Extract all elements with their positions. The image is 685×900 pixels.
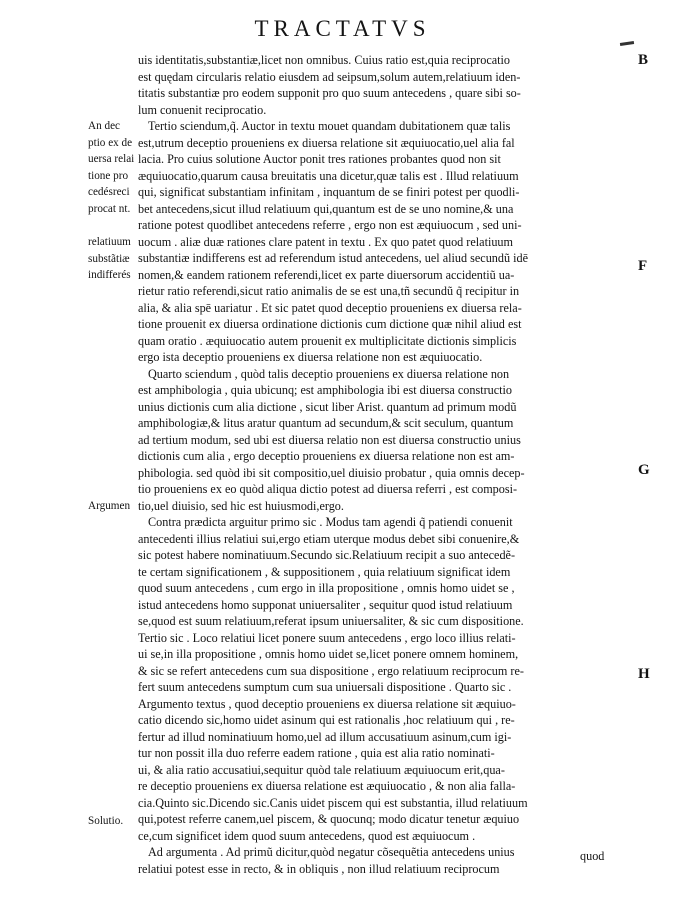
text-line: Argumento textus , quod deceptio proueniens ex diuersa relatione sit æquiuo- [138, 696, 516, 711]
text-line: ui, & alia ratio accusatiui,sequitur quòd tale relatiuum æquiuocum erit,qua- [138, 762, 505, 777]
side-letter-b: B [638, 52, 649, 68]
text-line: fertur ad illud nominatiuum homo,uel ad illum accusatiuum asinum,cum igi- [138, 729, 512, 744]
text-line: tio proueniens ex eo quòd aliqua dictio potest ad diuersa referri , est composi- [138, 482, 518, 496]
text-line: bet antecedens,sicut illud relatiuum qui,quantum est de se uno nomine,& una [138, 201, 514, 216]
text-line: qui, significat substantiam infinitam , inquantum de se finiri potest per quodli- [138, 185, 520, 199]
paragraph-reciprocatio [138, 52, 611, 118]
text-line: re deceptio proueniens ex diuersa relatione est æquiuocatio , & non alia falla- [138, 779, 516, 793]
text-line: est,utrum deceptio proueniens ex diuersa relatione sit æquiuocatio,uel alia fal [138, 135, 515, 150]
margin-note-line: indifferés [88, 269, 131, 281]
margin-note-line: An dec [88, 120, 120, 132]
text-line: æquiuocatio,quarum causa breuitatis una dicetur,quæ talis est . Illud relatiuum [138, 168, 519, 183]
text-line: sic potest habere nominatiuum.Secundo sic.Relatiuum recipit a suo antecedẽ- [138, 548, 516, 562]
text-line: catio dicendo sic,homo uidet asinum qui est rationalis ,hoc relatiuum qui , re- [138, 713, 515, 727]
text-line: alia, & alia spē uariatur . Et sic patet quod deceptio proueniens ex diuersa rela- [138, 300, 522, 315]
text-line: nomen,& eandem rationem referendi,licet ex parte diuersorum accidentiũ ua- [138, 267, 515, 282]
text-line: ratione potest quodlibet antecedens referre , ergo non est æquiuocum , sed uni- [138, 218, 522, 232]
running-title: TRACTATVS [254, 16, 431, 41]
margin-note-line: Solutio. [88, 815, 124, 827]
text-line: tione prouenit ex diuersa ordinatione dictionis cum dictione quæ nihil aliud est [138, 317, 522, 331]
text-line: rietur ratio referendi,sicut ratio animalis de se est una,tñ secundũ q̃ recipitur in [138, 284, 520, 298]
margin-note-argumen [88, 498, 138, 515]
margin-note-line: uersa relai [88, 153, 135, 165]
text-line: lum conuenit reciprocatio. [138, 102, 267, 117]
margin-note-relatiuum [88, 234, 138, 284]
text-line: qui,potest referre canem,uel piscem, & quocunq; modo dicatur tenetur æquiuo [138, 812, 520, 826]
text-line: tur non possit illa duo referre eadem ratione , quia est alia ratio nominati- [138, 746, 495, 760]
text-line: est amphibologia , quia ubicunq; est amphibologia ibi est diuersa constructio [138, 383, 513, 397]
text-line: est quędam circularis relatio eiusdem ad seipsum,solum autem,relatiuum iden- [138, 69, 521, 84]
catchword: quod [580, 849, 605, 863]
margin-note-an-deceptio [88, 118, 138, 217]
margin-note-line: Argumen [88, 500, 131, 512]
text-line: uis identitatis,substantiæ,licet non omnibus. Cuius ratio est,quia reciprocatio [138, 53, 511, 67]
text-line: phibologia. sed quòd ibi sit compositio,uel diuisio probatur , quia omnis decep- [138, 465, 525, 480]
margin-note-line: cedésreci [88, 186, 130, 198]
text-line: fert suum antecedens sumptum cum sua uniuersali dispositione . Quarto sic . [138, 680, 512, 694]
side-letter-h: H [638, 666, 650, 682]
text-line: dictionis cum alia , ergo deceptio proueniens ex diuersa relatione non est am- [138, 449, 515, 463]
margin-note-line: ptio ex de [88, 136, 133, 149]
main-text [138, 52, 611, 877]
paragraph-argumenta-contra [138, 514, 611, 844]
margin-note-line: substãtiæ [88, 252, 130, 265]
text-line: quod suum antecedens , cum ergo in illa propositione , omnis homo uidet se , [138, 581, 515, 595]
text-line: quam oratio . æquiuocatio autem prouenit ex multiplicitate dictionis simplicis [138, 333, 517, 348]
text-line: se,quod est suum relatiuum,referat ipsum uniuersaliter, & sic cum dispositione. [138, 614, 524, 628]
text-line: Tertio sciendum,q̃. Auctor in textu mouet quandam dubitationem quæ talis [148, 119, 511, 133]
side-letter-f: F [638, 258, 648, 274]
text-line: titatis substantiæ pro eodem supponit pro quo suum antecedens , quare sibi so- [138, 86, 521, 100]
text-line: Contra prædicta arguitur primo sic . Modus tam agendi q̃ patiendi conuenit [148, 515, 513, 529]
text-line: amphibologiæ,& litus aratur quantum ad secundum,& scit seculum, quantum [138, 416, 514, 430]
margin-note-line: relatiuum [88, 236, 131, 248]
margin-note-line: tione pro [88, 169, 129, 182]
text-line: cia.Quinto sic.Dicendo sic.Canis uidet piscem qui est substantia, illud relatiuum [138, 795, 528, 810]
text-line: ergo ista deceptio proueniens ex diuersa relatione non est æquiuocatio. [138, 350, 483, 364]
text-line: substantiæ indifferens est ad referendum istud antecedens, uel aliud secundũ idē [138, 251, 528, 265]
text-line: ad tertium modum, sed ubi est diuersa relatio non est diuersa constructio unius [138, 432, 521, 447]
text-line: lacia. Pro cuius solutione Auctor ponit tres rationes probantes quod non sit [138, 152, 501, 166]
text-line: te certam significationem , & suppositionem , quia relatiuum significat idem [138, 564, 511, 579]
text-line: istud antecedens homo supponat uniuersaliter , sequitur quod istud relatiuum [138, 597, 513, 612]
text-line: unius dictionis cum alia dictione , sicut liber Arist. quantum ad primum modũ [138, 399, 517, 414]
text-line: Quarto sciendum , quòd talis deceptio proueniens ex diuersa relatione non [148, 366, 510, 381]
side-letter-g: G [638, 462, 650, 478]
margin-note-line: procat nt. [88, 202, 131, 215]
paragraph-tertio [138, 118, 611, 366]
paragraph-solutio [138, 844, 611, 877]
paragraph-quarto [138, 366, 611, 515]
text-line: ui se,in illa propositione , omnis homo uidet se,licet ponere omnem hominem, [138, 647, 519, 661]
text-line: Ad argumenta . Ad primũ dicitur,quòd negatur cõsequẽtia antecedens unius [148, 845, 515, 859]
text-line: antecedenti illius relatiui sui,ergo etiam uterque modus debet sibi conuenire,& [138, 531, 520, 546]
text-line: tio,uel diuisio, sed hic est huiusmodi,ergo. [138, 498, 344, 513]
margin-note-solutio [88, 813, 138, 830]
text-line: relatiui potest esse in recto, & in obliquis , non illud relatiuum reciprocum [138, 861, 500, 876]
text-line: & sic se refert antecedens cum sua dispositione , ergo relatiuum reciprocum re- [138, 663, 524, 678]
ink-mark [620, 41, 634, 46]
text-line: uocum . aliæ duæ rationes clare patent in textu . Ex quo patet quod relatiuum [138, 234, 514, 249]
text-line: ce,cum significet idem quod suum antecedens, quod est æquiuocum . [138, 828, 476, 843]
text-line: Tertio sic . Loco relatiui licet ponere suum antecedens , ergo loco illius relati- [138, 630, 516, 645]
